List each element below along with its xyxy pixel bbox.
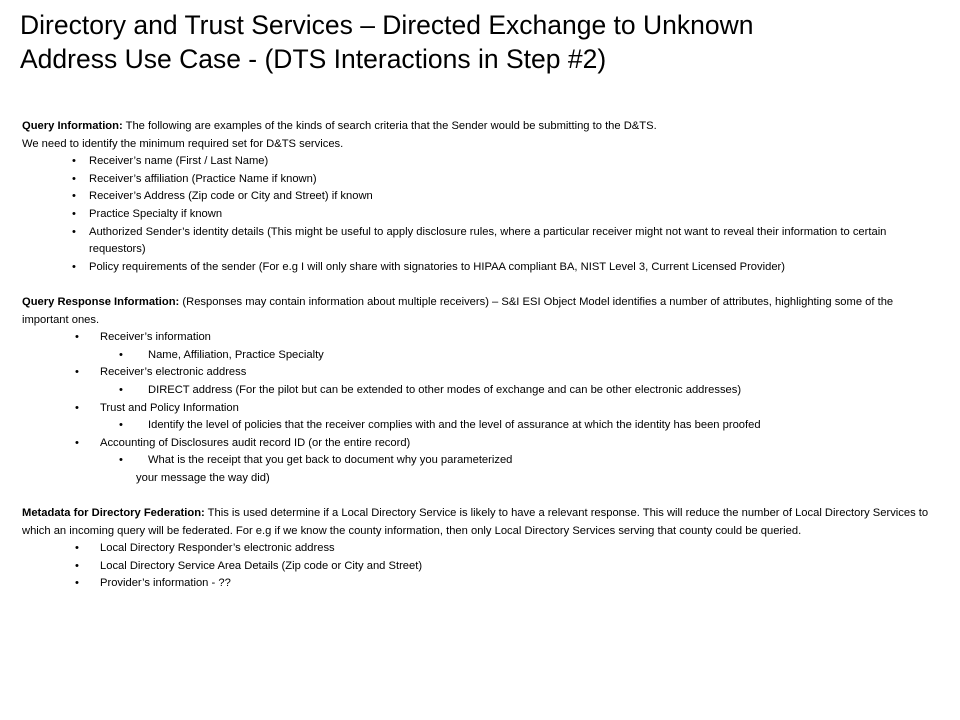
query-response-text: (Responses may contain information about multiple receivers) – S&I ESI Object Model identifies a number of attributes, highlighting some of the important ones. (22, 295, 894, 326)
metadata-bullet: • Local Directory Service Area Details (Zip code or City and Street) (22, 558, 937, 576)
response-attribute-sub-bullet: • What is the receipt that you get back to document why you parameterized (22, 452, 937, 470)
query-information-text: The following are examples of the kinds of search criteria that the Sender would be submitting to the D&TS. (122, 120, 657, 132)
query-criteria-bullet: • Policy requirements of the sender (For e.g I will only share with signatories to HIPAA compliant BA, NIST Level 3, Current Licensed Provider) (22, 259, 937, 277)
query-criteria-bullet: • Practice Specialty if known (22, 206, 937, 224)
response-attribute-bullet: • Accounting of Disclosures audit record ID (or the entire record) (22, 435, 937, 453)
response-attribute-sub-bullet: • DIRECT address (For the pilot but can be extended to other modes of exchange and can be other electronic addresses) (22, 382, 937, 400)
section-spacer (22, 276, 937, 294)
title-line-1: Directory and Trust Services – Directed Exchange to Unknown (20, 10, 754, 40)
query-criteria-bullet: • Receiver’s name (First / Last Name) (22, 153, 937, 171)
title-line-2: Address Use Case - (DTS Interactions in Step #2) (20, 44, 607, 74)
metadata-label: Metadata for Directory Federation: (22, 507, 205, 520)
query-criteria-bullet: • Receiver’s affiliation (Practice Name if known) (22, 171, 937, 189)
metadata-bullet: • Local Directory Responder’s electronic address (22, 540, 937, 558)
metadata-text: This is used determine if a Local Directory Service is likely to have a relevant response. This will reduce the number of Local Directory Services to which an incoming query will be federated. For e.g if we know the county information, then only Local Directory Services serving that county could be queried. (22, 507, 929, 537)
metadata-bullet: • Provider’s information - ?? (22, 575, 937, 593)
query-information-label: Query Information: (22, 120, 123, 132)
section-spacer (22, 487, 937, 505)
query-criteria-bullet: • Receiver’s Address (Zip code or City and Street) if known (22, 188, 937, 206)
query-response-intro (22, 294, 937, 329)
query-information-intro (22, 118, 937, 136)
slide-body (22, 118, 937, 593)
metadata-intro (22, 505, 937, 540)
response-attribute-sub-bullet: • Identify the level of policies that the receiver complies with and the level of assurance at which the identity has been proofed (22, 417, 937, 435)
response-attribute-bullet: • Receiver’s electronic address (22, 364, 937, 382)
response-attribute-sub-bullet: • Name, Affiliation, Practice Specialty (22, 347, 937, 365)
query-criteria-bullet: • Authorized Sender’s identity details (This might be useful to apply disclosure rules, where a particular receiver might not want to reveal their information to certain requestors) (22, 224, 937, 259)
response-attribute-bullet: • Trust and Policy Information (22, 400, 937, 418)
slide-title (20, 8, 945, 76)
response-attribute-bullet: • Receiver’s information (22, 329, 937, 347)
query-information-line-2: We need to identify the minimum required set for D&TS services. (22, 137, 344, 150)
query-response-label: Query Response Information: (22, 295, 180, 308)
response-attribute-sub-continuation: your message the way did) (136, 471, 270, 484)
